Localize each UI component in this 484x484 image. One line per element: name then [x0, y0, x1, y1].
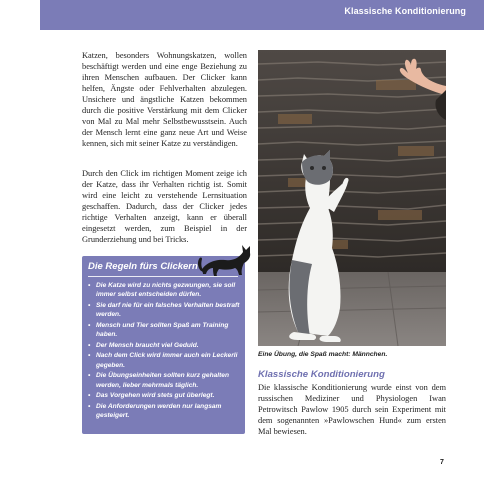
chapter-title: Klassische Konditionierung — [344, 6, 466, 16]
rule-item: • Der Mensch braucht viel Geduld. — [88, 341, 240, 350]
cat-sitting-up-photo — [258, 50, 446, 346]
rules-list — [88, 281, 240, 422]
rule-item: • Nach dem Click wird immer auch ein Leckerli gegeben. — [88, 351, 240, 369]
cat-silhouette-icon — [195, 241, 255, 277]
rule-item: • Das Vorgehen wird stets gut überlegt. — [88, 391, 240, 400]
section-paragraph: Die klassische Konditionierung wurde einst von dem russischen Mediziner und Physiologen Iwan Petrowitsch Pawlow 1905 durch sein Experiment mit dem sogenannten »Pawlowschen Hund« zum ersten Mal bewiesen. — [258, 383, 446, 436]
photo-caption: Eine Übung, die Spaß macht: Männchen. — [258, 351, 388, 358]
rule-item: • Mensch und Tier sollten Spaß am Training haben. — [88, 321, 240, 339]
rules-box — [82, 256, 245, 434]
rule-item: • Die Übungseinheiten sollten kurz gehalten werden, lieber mehrmals täglich. — [88, 371, 240, 389]
clicker-paragraph: Durch den Click im richtigen Moment zeige ich der Katze, dass ihr Verhalten richtig ist. Somit wird eine leicht zu verstehende Lernsituation geschaffen. Dadurch, dass der Clicker jedes richtige Verhalten anzeigt, kann er überall eingesetzt werden, zum Beispiel in der Grunderziehung und bei Tricks. — [82, 169, 247, 244]
page-number: 7 — [440, 459, 444, 466]
rule-item: • Sie darf nie für ein falsches Verhalten bestraft werden. — [88, 301, 240, 319]
photo-illustration — [258, 50, 446, 346]
rule-item: • Die Anforderungen werden nur langsam gesteigert. — [88, 402, 240, 420]
intro-paragraph: Katzen, besonders Wohnungskatzen, wollen beschäftigt werden und eine enge Beziehung zu ihren Menschen aufbauen. Der Clicker kann helfen, Ängste oder Fehlverhalten abzulegen. Unsichere und ängstliche Katzen bekommen durch die positive Verstärkung mit dem Clicker von Mal zu Mal mehr Selbstbewusstsein. Auch der Mensch lernt eine ganz neue Art und Weise kennen, sich mit seiner Katze zu verständigen. — [82, 51, 247, 148]
rule-item: • Die Katze wird zu nichts gezwungen, sie soll immer selbst entscheiden dürfen. — [88, 281, 240, 299]
section-heading: Klassische Konditionierung — [258, 369, 385, 380]
header-band — [40, 0, 484, 28]
rules-box-title: Die Regeln fürs Clickern — [88, 261, 198, 272]
header-rule — [40, 28, 484, 30]
